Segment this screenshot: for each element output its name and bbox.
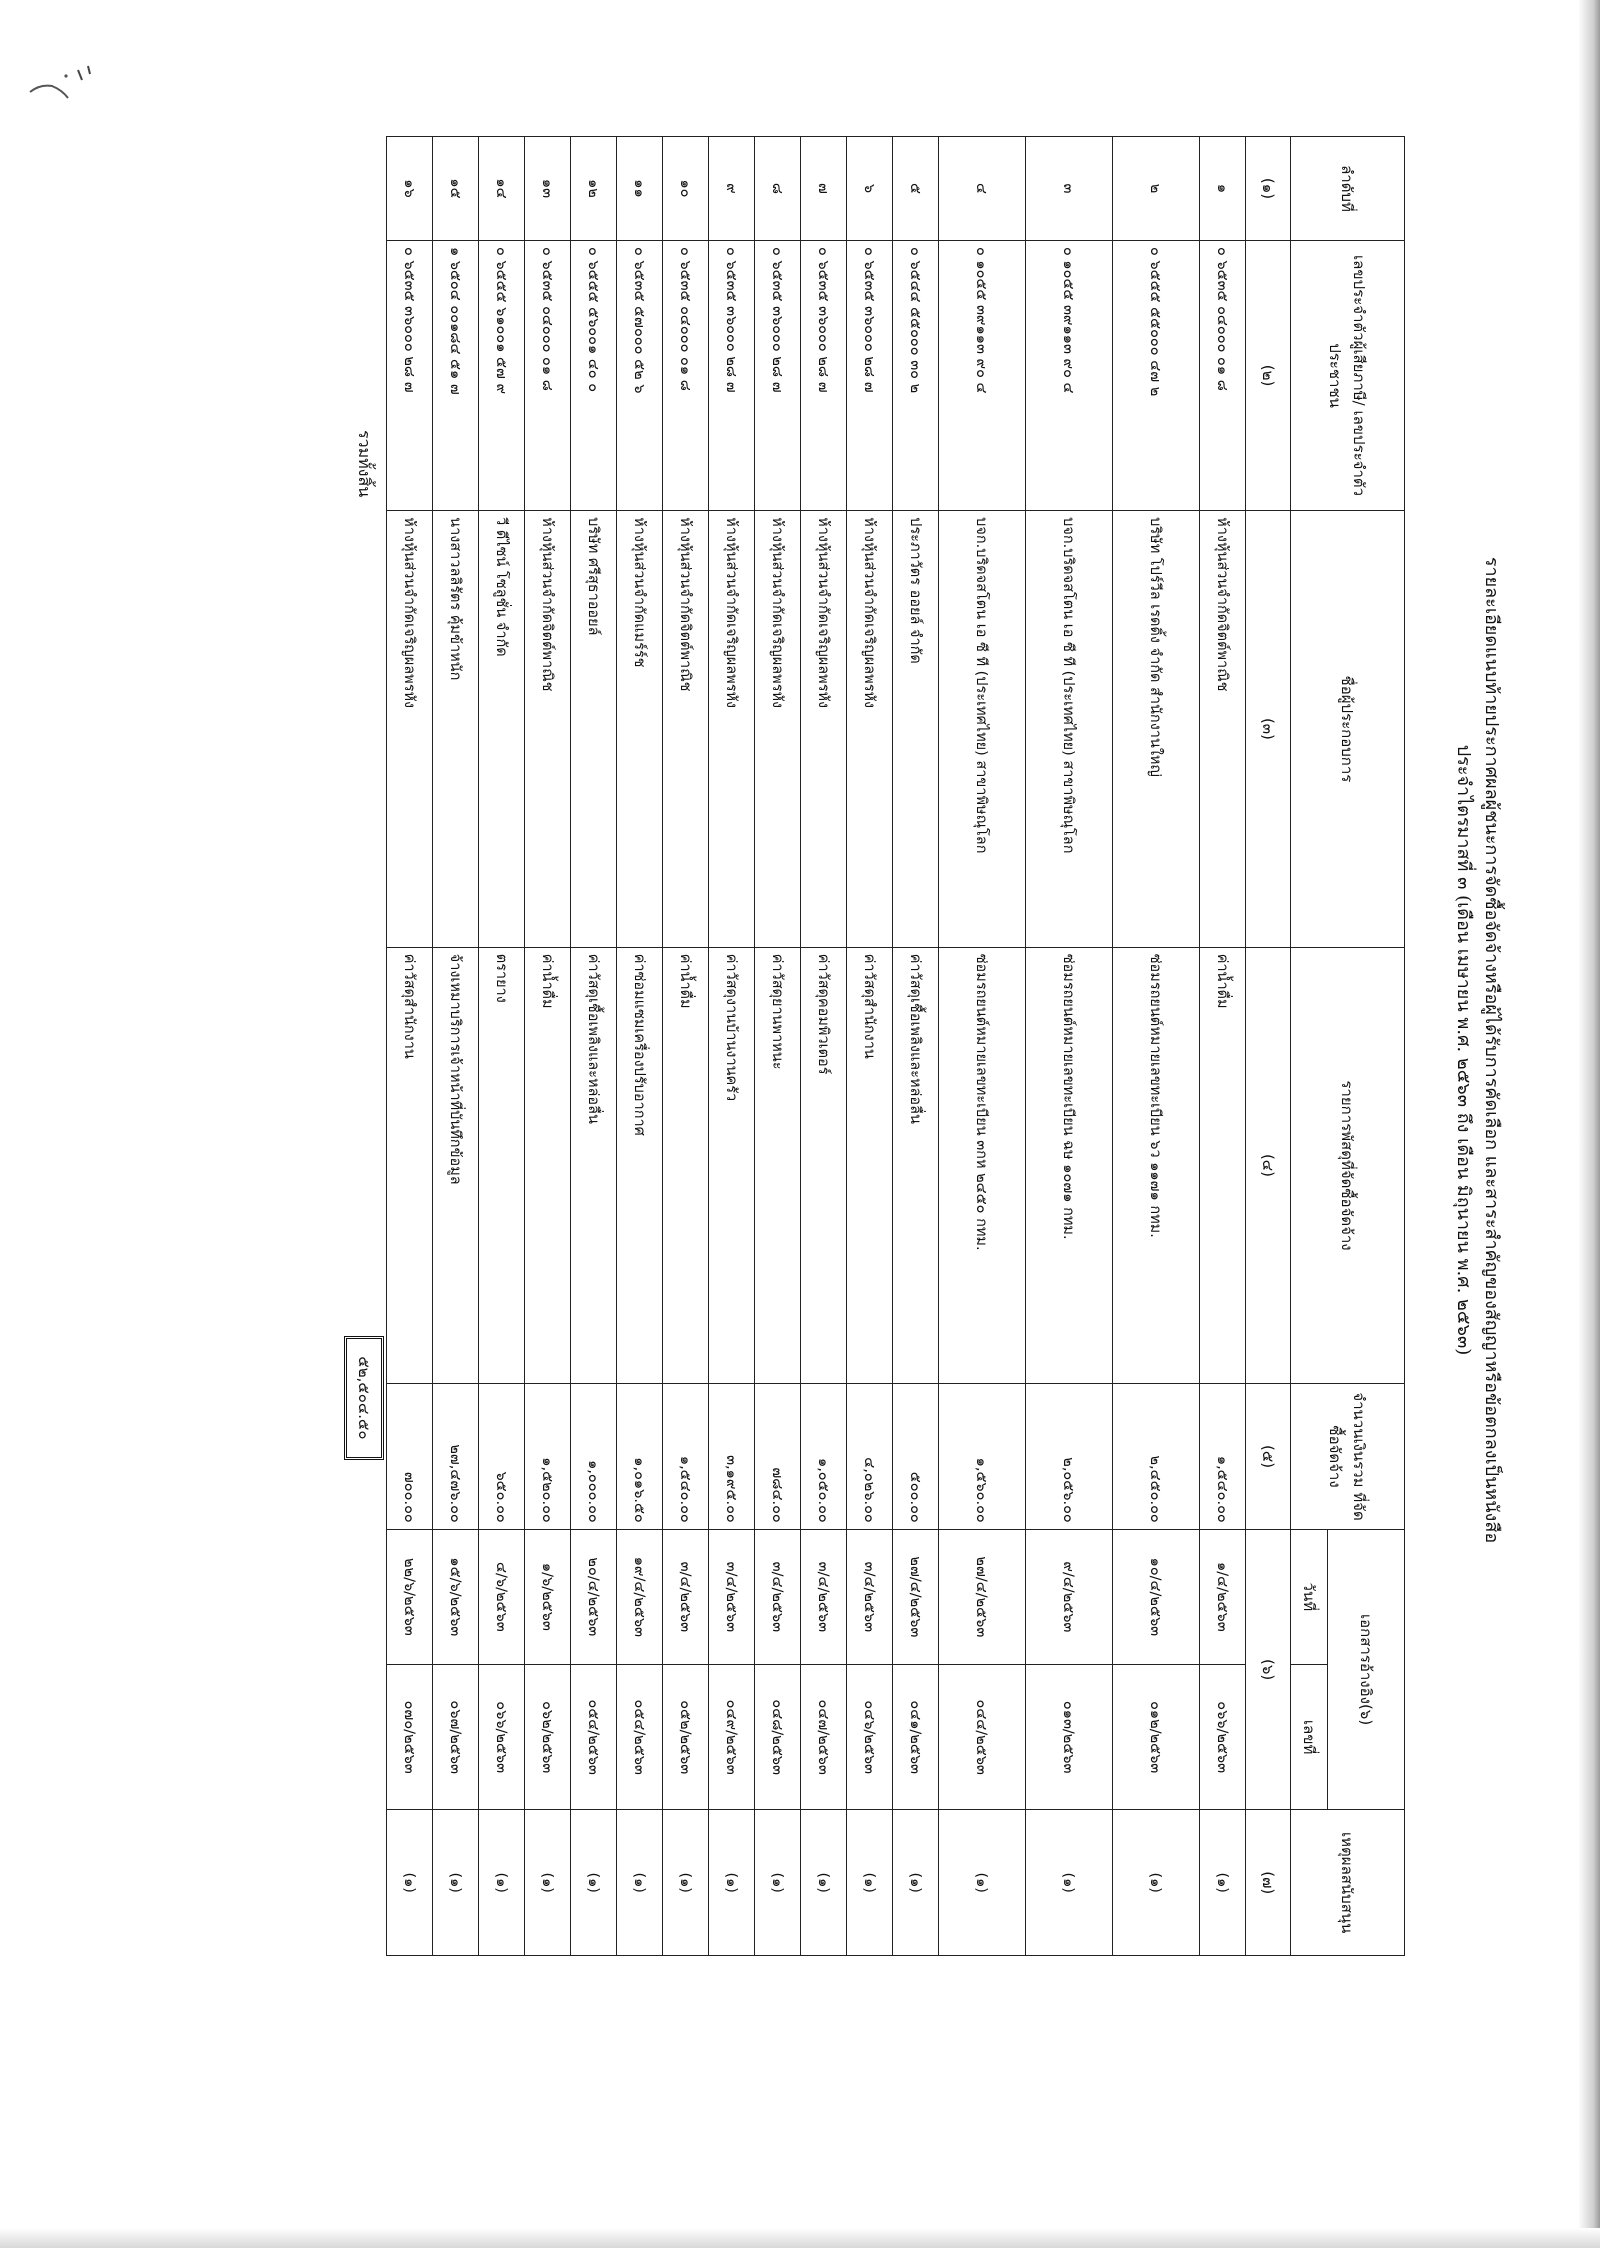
cell-date: ๒๒/๖/๒๕๖๓ (387, 1529, 433, 1664)
cell-name: ห้างหุ้นส่วนจำกัดเจริญผลพรหัง (847, 511, 893, 948)
table-row (1026, 137, 1113, 1956)
cell-taxid: ๐ ๖๕๔๔ ๕๕๐๐๐ ๓๐ ๒ (893, 240, 939, 510)
cell-docno: ๐๔๔/๒๕๖๓ (939, 1664, 1026, 1810)
cell-date: ๑๙/๔/๒๕๖๓ (617, 1529, 663, 1664)
cell-name: ประภาวัตร ออยล์ จำกัด (893, 511, 939, 948)
cell-docno: ๐๖๖/๒๕๖๓ (479, 1664, 525, 1810)
header-taxid: เลขประจำตัวผู้เสียภาษี/ เลขประจำตัวประชาชน (1291, 240, 1405, 510)
table-row (479, 137, 525, 1956)
table-row (433, 137, 479, 1956)
cell-seq: ๓ (1026, 137, 1113, 241)
cell-seq: ๑๕ (433, 137, 479, 241)
cell-item: ค่าน้ำดื่ม (663, 947, 709, 1384)
cell-name: ห้างหุ้นส่วนจำกัดจิตต์พาณิช (525, 511, 571, 948)
cell-docno: ๐๑๒/๒๕๖๓ (1113, 1664, 1200, 1810)
cell-date: ๓/๔/๒๕๖๓ (663, 1529, 709, 1664)
cell-seq: ๑๐ (663, 137, 709, 241)
table-row (525, 137, 571, 1956)
cell-name: ห้างหุ้นส่วนจำกัดเจริญผลพรหัง (755, 511, 801, 948)
cell-name: บจก.บริดจสโตน เอ ซี ที (ประเทศไทย) สาขาพิษณุโลก (939, 511, 1026, 948)
cell-date: ๙/๔/๒๕๖๓ (1026, 1529, 1113, 1664)
cell-name: ห้างหุ้นส่วนจำกัดจิตต์พาณิช (1200, 511, 1246, 948)
table-row (709, 137, 755, 1956)
rotated-document (305, 130, 1505, 1970)
cell-reason: (๑) (709, 1810, 755, 1956)
cell-taxid: ๐ ๖๕๓๕ ๓๖๐๐๐ ๒๘ ๗ (387, 240, 433, 510)
cell-seq: ๔ (939, 137, 1026, 241)
cell-taxid: ๐ ๖๕๓๕ ๓๖๐๐๐ ๒๘ ๗ (801, 240, 847, 510)
cell-docno: ๐๕๔/๒๕๖๓ (571, 1664, 617, 1810)
cell-taxid: ๐ ๖๕๓๕ ๐๔๐๐๐ ๐๑ ๘ (525, 240, 571, 510)
cell-item: ตรายาง (479, 947, 525, 1384)
cell-docno: ๐๔๘/๒๕๖๓ (755, 1664, 801, 1810)
colnum-2: (๒) (1246, 240, 1291, 510)
cell-amount: ๖๕๐.๐๐ (479, 1384, 525, 1530)
header-reference: เอกสารอ้างอิง(๖) (1328, 1529, 1405, 1810)
cell-date: ๒๗/๔/๒๕๖๓ (893, 1529, 939, 1664)
colnum-7: (๗) (1246, 1810, 1291, 1956)
title-line-1: รายละเอียดแนบท้ายประกาศผลผู้ชนะการจัดซื้อจัดจ้างหรือผู้ได้รับการคัดเลือก และสาระสำคัญของสัญญาหรือข้อตกลงเป็นหนังสือ (1481, 556, 1502, 1544)
cell-taxid: ๐ ๖๕๓๕ ๓๖๐๐๐ ๒๘ ๗ (847, 240, 893, 510)
cell-amount: ๓,๑๙๕.๐๐ (709, 1384, 755, 1530)
cell-reason: (๑) (433, 1810, 479, 1956)
scan-smudge-mark (26, 62, 96, 102)
cell-item: จ้างเหมาบริการเจ้าหน้าที่บันทึกข้อมูล (433, 947, 479, 1384)
colnum-1: (๑) (1246, 137, 1291, 241)
cell-name: บริษัท ศรีสุธาออยล์ (571, 511, 617, 948)
cell-seq: ๑๔ (479, 137, 525, 241)
cell-amount: ๔,๐๒๖.๐๐ (847, 1384, 893, 1530)
cell-item: ค่าวัสดุงานบ้านงานครัว (709, 947, 755, 1384)
cell-docno: ๐๖๒/๒๕๖๓ (525, 1664, 571, 1810)
cell-docno: ๐๔๗/๒๕๖๓ (801, 1664, 847, 1810)
cell-taxid: ๐ ๖๕๕๕ ๕๖๐๐๑ ๔๐ ๐ (571, 240, 617, 510)
cell-taxid: ๐ ๖๕๓๕ ๕๗๐๐๐ ๕๒ ๖ (617, 240, 663, 510)
column-number-row (1246, 137, 1291, 1956)
cell-amount: ๒๗,๔๗๖.๐๐ (433, 1384, 479, 1530)
cell-taxid: ๐ ๖๕๓๕ ๐๔๐๐๐ ๐๑ ๘ (1200, 240, 1246, 510)
cell-amount: ๑,๕๔๐.๐๐ (1200, 1384, 1246, 1530)
scan-page-edge (1578, 0, 1600, 2248)
table-row (893, 137, 939, 1956)
cell-reason: (๑) (801, 1810, 847, 1956)
cell-item: ค่าวัสดุเชื้อเพลิงและหล่อลื่น (571, 947, 617, 1384)
cell-item: ค่าน้ำดื่ม (1200, 947, 1246, 1384)
cell-date: ๑๕/๖/๒๕๖๓ (433, 1529, 479, 1664)
table-row (801, 137, 847, 1956)
scan-bottom-edge (0, 2228, 1600, 2248)
document-title (1449, 130, 1505, 1970)
cell-reason: (๑) (893, 1810, 939, 1956)
cell-name: ห้างหุ้นส่วนจำกัดจิตต์พาณิช (663, 511, 709, 948)
cell-seq: ๒ (1113, 137, 1200, 241)
cell-item: ซ่อมรถยนต์หมายเลขทะเบียน ฉษ ๑๐๗๑ กทม. (1026, 947, 1113, 1384)
colnum-4: (๔) (1246, 947, 1291, 1384)
colnum-3: (๓) (1246, 511, 1291, 948)
cell-taxid: ๐ ๖๕๓๕ ๐๔๐๐๐ ๐๑ ๘ (663, 240, 709, 510)
cell-name: บจก.บริดจสโตน เอ ซี ที (ประเทศไทย) สาขาพิษณุโลก (1026, 511, 1113, 948)
table-row (1113, 137, 1200, 1956)
cell-amount: ๑,๐๐๐.๐๐ (571, 1384, 617, 1530)
cell-name: ห้างหุ้นส่วนจำกัดเจริญผลพรหัง (387, 511, 433, 948)
cell-reason: (๑) (1200, 1810, 1246, 1956)
cell-date: ๓/๔/๒๕๖๓ (801, 1529, 847, 1664)
cell-docno: ๐๖๗/๒๕๖๓ (433, 1664, 479, 1810)
cell-date: ๑/๔/๒๕๖๓ (1200, 1529, 1246, 1664)
cell-reason: (๑) (1026, 1810, 1113, 1956)
header-docno: เลขที่ (1291, 1664, 1328, 1810)
cell-name: ห้างหุ้นส่วนจำกัดแมร์ร์ช (617, 511, 663, 948)
table-row (387, 137, 433, 1956)
cell-name: บริษัท โปร์วีล เรดดิ้ง จำกัด สำนักงานใหญ่ (1113, 511, 1200, 948)
header-item: รายการพัสดุที่จัดซื้อจัดจ้าง (1291, 947, 1405, 1384)
cell-amount: ๑,๕๔๐.๐๐ (663, 1384, 709, 1530)
cell-item: ค่าวัสดุสำนักงาน (387, 947, 433, 1384)
cell-docno: ๐๔๖/๒๕๖๓ (847, 1664, 893, 1810)
cell-amount: ๑,๐๕๐.๐๐ (801, 1384, 847, 1530)
cell-taxid: ๐ ๖๕๓๕ ๓๖๐๐๐ ๒๘ ๗ (755, 240, 801, 510)
table-row (847, 137, 893, 1956)
cell-amount: ๗๘๔.๐๐ (755, 1384, 801, 1530)
cell-seq: ๑๖ (387, 137, 433, 241)
table-row (1200, 137, 1246, 1956)
cell-item: ค่าวัสดุคอมพิวเตอร์ (801, 947, 847, 1384)
cell-name: ห้างหุ้นส่วนจำกัดเจริญผลพรหัง (709, 511, 755, 948)
table-row (617, 137, 663, 1956)
cell-reason: (๑) (571, 1810, 617, 1956)
cell-taxid: ๐ ๑๐๕๕ ๓๙๑๑๓ ๙๐ ๔ (1026, 240, 1113, 510)
cell-seq: ๑๓ (525, 137, 571, 241)
cell-date: ๑/๖/๒๕๖๓ (525, 1529, 571, 1664)
cell-amount: ๑,๐๑๖.๕๐ (617, 1384, 663, 1530)
cell-seq: ๘ (755, 137, 801, 241)
cell-item: ค่าวัสดุสำนักงาน (847, 947, 893, 1384)
cell-date: ๑๐/๔/๒๕๖๓ (1113, 1529, 1200, 1664)
cell-amount: ๕๐๐.๐๐ (893, 1384, 939, 1530)
cell-seq: ๑๒ (571, 137, 617, 241)
header-name: ชื่อผู้ประกอบการ (1291, 511, 1405, 948)
cell-seq: ๕ (893, 137, 939, 241)
cell-docno: ๐๗๐/๒๕๖๓ (387, 1664, 433, 1810)
cell-taxid: ๑ ๖๕๐๔ ๐๐๑๘๔ ๕๑ ๗ (433, 240, 479, 510)
table-row (663, 137, 709, 1956)
cell-docno: ๐๖๖/๒๕๖๓ (1200, 1664, 1246, 1810)
table-header-row (1328, 137, 1405, 1956)
cell-taxid: ๐ ๖๕๕๕ ๕๕๐๐๐ ๔๗ ๒ (1113, 240, 1200, 510)
table-row (571, 137, 617, 1956)
cell-date: ๓/๔/๒๕๖๓ (755, 1529, 801, 1664)
cell-seq: ๗ (801, 137, 847, 241)
cell-item: ค่าวัสดุเชื้อเพลิงและหล่อลื่น (893, 947, 939, 1384)
header-seq: ลำดับที่ (1291, 137, 1405, 241)
cell-seq: ๖ (847, 137, 893, 241)
cell-reason: (๑) (939, 1810, 1026, 1956)
cell-docno: ๐๕๔/๒๕๖๓ (617, 1664, 663, 1810)
colnum-5: (๕) (1246, 1384, 1291, 1530)
cell-reason: (๑) (617, 1810, 663, 1956)
cell-reason: (๑) (479, 1810, 525, 1956)
cell-name: วี ดีไซน์ โซลูชั่น จำกัด (479, 511, 525, 948)
cell-taxid: ๐ ๖๕๕๕ ๖๑๐๐๑ ๕๗ ๙ (479, 240, 525, 510)
procurement-table (386, 136, 1405, 1956)
cell-item: ค่าซ่อมแซมเครื่องปรับอากาศ (617, 947, 663, 1384)
cell-reason: (๑) (755, 1810, 801, 1956)
cell-reason: (๑) (847, 1810, 893, 1956)
cell-reason: (๑) (1113, 1810, 1200, 1956)
cell-item: ซ่อมรถยนต์หมายเลขทะเบียน ๓กห ๒๔๕๐ กทม. (939, 947, 1026, 1384)
cell-reason: (๑) (525, 1810, 571, 1956)
header-date: วันที่ (1291, 1529, 1328, 1664)
cell-name: ห้างหุ้นส่วนจำกัดเจริญผลพรหัง (801, 511, 847, 948)
cell-docno: ๐๔๑/๒๕๖๓ (893, 1664, 939, 1810)
cell-taxid: ๐ ๑๐๕๕ ๓๙๑๑๓ ๙๐ ๔ (939, 240, 1026, 510)
cell-seq: ๑ (1200, 137, 1246, 241)
header-amount: จำนวนเงินรวม ที่จัดซื้อจัดจ้าง (1291, 1384, 1405, 1530)
total-label: รวมทั้งสิ้น (355, 430, 374, 498)
cell-seq: ๙ (709, 137, 755, 241)
cell-docno: ๐๕๒/๒๕๖๓ (663, 1664, 709, 1810)
cell-item: ซ่อมรถยนต์หมายเลขทะเบียน ๖ว ๑๑๗๑ กทม. (1113, 947, 1200, 1384)
total-amount: ๕๒,๕๐๔.๕๐ (344, 1336, 384, 1460)
cell-date: ๓/๔/๒๕๖๓ (847, 1529, 893, 1664)
cell-docno: ๐๑๓/๒๕๖๓ (1026, 1664, 1113, 1810)
table-row (939, 137, 1026, 1956)
cell-amount: ๒,๔๕๐.๐๐ (1113, 1384, 1200, 1530)
cell-name: นางสาวลลิรัตร คุ้มข้าหนัก (433, 511, 479, 948)
cell-item: ค่าน้ำดื่ม (525, 947, 571, 1384)
header-reason: เหตุผลสนับสนุน (1291, 1810, 1405, 1956)
cell-amount: ๑,๕๒๐.๐๐ (525, 1384, 571, 1530)
title-line-2: ประจำไตรมาสที่ ๓ (เดือน เมษายน พ.ศ. ๒๕๖๓ ถึง เดือน มิถุนายน พ.ศ. ๒๕๖๓) (1453, 744, 1474, 1356)
table-row (755, 137, 801, 1956)
cell-date: ๔/๖/๒๕๖๓ (479, 1529, 525, 1664)
cell-date: ๓/๔/๒๕๖๓ (709, 1529, 755, 1664)
cell-date: ๒๗/๔/๒๕๖๓ (939, 1529, 1026, 1664)
colnum-6: (๖) (1246, 1529, 1291, 1810)
cell-amount: ๑,๕๖๐.๐๐ (939, 1384, 1026, 1530)
cell-reason: (๑) (663, 1810, 709, 1956)
cell-amount: ๒,๐๕๖.๐๐ (1026, 1384, 1113, 1530)
cell-taxid: ๐ ๖๕๓๕ ๓๖๐๐๐ ๒๘ ๗ (709, 240, 755, 510)
cell-reason: (๑) (387, 1810, 433, 1956)
cell-amount: ๗๐๐.๐๐ (387, 1384, 433, 1530)
cell-docno: ๐๔๙/๒๕๖๓ (709, 1664, 755, 1810)
cell-date: ๒๐/๔/๒๕๖๓ (571, 1529, 617, 1664)
cell-item: ค่าวัสดุยานพาหนะ (755, 947, 801, 1384)
cell-seq: ๑๑ (617, 137, 663, 241)
